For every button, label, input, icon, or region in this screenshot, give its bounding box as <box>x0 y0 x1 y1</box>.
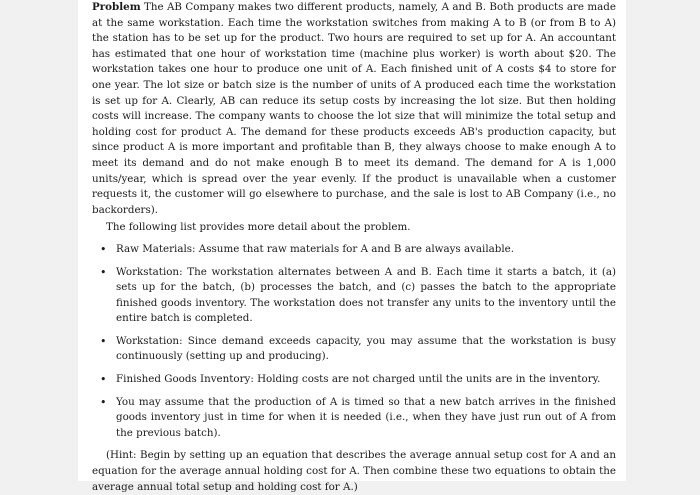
problem-heading: Problem <box>92 1 141 13</box>
list-item: • Raw Materials: Assume that raw materials for A and B are always available. <box>92 242 616 258</box>
list-intro: The following list provides more detail about the problem. <box>106 221 411 234</box>
document-page <box>78 0 626 493</box>
list-item: • Workstation: The workstation alternates between A and B. Each time it starts a batch, it (a) sets up for the batch, (b) processes the batch, and (c) passes the batch to the appropriate finished goods inventory. The workstation does not transfer any units to the inventory until the entire batch is completed. <box>92 265 616 327</box>
list-item: • Finished Goods Inventory: Holding costs are not charged until the units are in the inventory. <box>92 372 616 388</box>
list-item: • You may assume that the production of A is timed so that a new batch arrives in the finished goods inventory just in time for when it is needed (i.e., when they have just run out of A from the previous batch). <box>92 395 616 442</box>
problem-statement <box>92 0 616 218</box>
detail-list <box>92 242 616 442</box>
hint-paragraph: (Hint: Begin by setting up an equation that describes the average annual setup cost for A and an equation for the average annual holding cost for A. Then combine these two equations to obtain the average annual total setup and holding cost for A.) <box>92 449 616 493</box>
list-item: • Workstation: Since demand exceeds capacity, you may assume that the workstation is busy continuously (setting up and producing). <box>92 334 616 365</box>
problem-intro: The AB Company makes two different products, namely, A and B. Both products are made at the same workstation. Each time the workstation switches from making A to B (or from B to A) the station has to be set up for the product. Two hours are required to set up for A. An accountant has estimated that one hour of workstation time (machine plus worker) is worth about $20. The workstation takes one hour to produce one unit of A. Each finished unit of A costs $4 to store for one year. The lot size or batch size is the number of units of A produced each time the workstation is set up for A. Clearly, AB can reduce its setup costs by increasing the lot size. But then holding costs will increase. The company wants to choose the lot size that will minimize the total setup and holding cost for product A. The demand for these products exceeds AB's production capacity, but since product A is more important and profitable than B, they always choose to make enough A to meet its demand and do not make enough B to meet its demand. The demand for A is 1,000 units/year, which is spread over the year evenly. If the product is unavailable when a customer requests it, the customer will go elsewhere to purchase, and the sale is lost to AB Company (i.e., no backorders). <box>92 1 616 216</box>
